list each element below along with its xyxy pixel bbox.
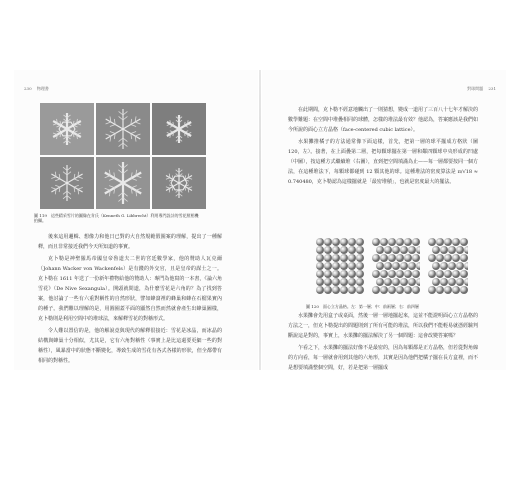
- snowflake-icon: [152, 103, 206, 155]
- sphere: [316, 254, 324, 262]
- sphere: [388, 286, 396, 294]
- sphere: [356, 254, 364, 262]
- sphere: [376, 262, 384, 270]
- snowflake-4-photo: [40, 157, 94, 209]
- sphere: [384, 262, 392, 270]
- sphere: [380, 254, 388, 262]
- sphere: [388, 254, 396, 262]
- sphere: [332, 246, 340, 254]
- sphere: [348, 254, 356, 262]
- sphere: [348, 270, 356, 278]
- sphere: [380, 286, 388, 294]
- sphere: [316, 286, 324, 294]
- snowflake-icon: [96, 157, 150, 209]
- caption-line-2: 拍攝。: [34, 218, 46, 223]
- left-paragraph: 後來這用邏輯、想像力和他日已對的大自然規範假圍案的理解，提出了一種解釋，而且非常接近我們今天所知道的事實。: [38, 234, 222, 250]
- sphere: [332, 286, 340, 294]
- sphere: [356, 278, 364, 286]
- sphere: [340, 254, 348, 262]
- left-head-title: 物理書: [36, 86, 49, 91]
- figure-119-caption: [34, 213, 224, 223]
- sphere: [340, 278, 348, 286]
- right-running-head: [467, 86, 500, 92]
- sphere: [448, 262, 456, 270]
- sphere: [436, 254, 444, 262]
- sphere: [356, 238, 364, 246]
- sphere: [356, 246, 364, 254]
- right-paragraph: 在此期間，克卜勒不經意地觸出了一則猜想，變成一道用了三百八十七年才解決的數學難題：在空間中堆疊相同的球體，怎樣的堆法最有效？他認為，答案應該是我們如今所說的面心立方晶格（face-centered cubic lattice）。: [288, 107, 479, 133]
- sphere: [428, 270, 436, 278]
- sphere: [332, 262, 340, 270]
- sphere: [340, 238, 348, 246]
- sphere: [432, 246, 440, 254]
- left-page-number: 230: [24, 86, 32, 91]
- sphere-packing-figure: [286, 238, 482, 300]
- sphere: [340, 286, 348, 294]
- snowflake-photo-grid: [40, 103, 206, 209]
- sphere: [332, 278, 340, 286]
- sphere: [412, 286, 420, 294]
- sphere: [324, 246, 332, 254]
- sphere: [412, 254, 420, 262]
- sphere: [464, 262, 468, 270]
- sphere: [348, 246, 356, 254]
- sphere: [324, 238, 332, 246]
- sphere: [400, 246, 408, 254]
- sphere: [348, 262, 356, 270]
- caption-line-1: 圖 119 這些精采雪片的圖像在肯氏（Kenneth G. Libbrecht）利用專門設計的雪花照相機: [34, 213, 199, 218]
- right-page-number: 231: [488, 86, 496, 91]
- sphere: [464, 278, 468, 286]
- sphere: [340, 246, 348, 254]
- sphere: [324, 262, 332, 270]
- sphere: [456, 262, 464, 270]
- left-paragraph: 克卜勒是神聖羅馬帝國皇帝魯道夫二世的宮廷數學家，他的贊助人瓦克爾（Johann Wacker von Wackenfels）是有錢的外交官，且是皇帝的謀士之一。克卜勒在 1611 年送了一份新年禮物給他的贊助人：專門為他寫的一本書，《論六角雪花》（De Nive Sexangula）。開頭就問道，為什麼雪花是六角的？為了找到答案，他討論了一些有六重對稱性的自然形狀，譬如蜂窩裡的蜂巢和蜂在石榴果實內的種子。我們難以理解的是，用圓圈蓋平面的顯然自然而然就會產生出蜂巢圖樣，克卜勒則是利用空間中的堆球法，來解釋雪花的對稱形式。: [38, 256, 222, 322]
- figure-120-caption: 圖 120 面心立方晶格。左：第一層；中：前兩層；右：前四層: [306, 304, 419, 309]
- density-formula: π/√18 ≈ 0.740480: [288, 169, 478, 185]
- sphere: [356, 262, 364, 270]
- sphere: [444, 238, 452, 246]
- sphere: [332, 254, 340, 262]
- sphere: [460, 238, 468, 246]
- sphere: [428, 238, 436, 246]
- sphere: [416, 278, 420, 286]
- sphere: [416, 246, 420, 254]
- sphere: [408, 246, 416, 254]
- sphere: [404, 238, 412, 246]
- sphere: [396, 286, 404, 294]
- right-body-text-bottom: [288, 311, 478, 375]
- sphere: [436, 286, 444, 294]
- sphere: [388, 270, 396, 278]
- sphere: [340, 262, 348, 270]
- book-gutter: [259, 70, 261, 370]
- packing-first-layer: [316, 238, 364, 298]
- sphere: [432, 262, 440, 270]
- packing-two-layers: [372, 238, 420, 298]
- sphere: [436, 238, 444, 246]
- sphere: [404, 286, 412, 294]
- sphere: [440, 262, 448, 270]
- sphere: [460, 270, 468, 278]
- sphere: [348, 278, 356, 286]
- right-paragraph: 乍看之下，水果攤的擺法好像不是最密的，因為每顆都是正方晶格，但若從對角線的方向看，每一層就會用到其他的六角形，其實是因為他們把橘子擺在長方盒裡，而不是想要填滿整個空間，好，若是把第一層擺成: [288, 345, 479, 371]
- snowflake-3-photo: [152, 103, 206, 155]
- sphere: [380, 270, 388, 278]
- sphere: [356, 286, 364, 294]
- sphere: [348, 286, 356, 294]
- sphere: [396, 254, 404, 262]
- sphere: [384, 246, 392, 254]
- sphere: [356, 270, 364, 278]
- snowflake-5-photo: [96, 157, 150, 209]
- sphere: [404, 254, 412, 262]
- sphere: [316, 278, 324, 286]
- sphere: [376, 246, 384, 254]
- sphere: [400, 278, 408, 286]
- sphere: [324, 254, 332, 262]
- snowflake-6-photo: [152, 157, 206, 209]
- sphere: [400, 262, 408, 270]
- snowflake-icon: [152, 157, 206, 209]
- sphere: [444, 254, 452, 262]
- sphere: [408, 278, 416, 286]
- sphere: [452, 254, 460, 262]
- right-body-text-top: [288, 105, 478, 189]
- sphere: [332, 270, 340, 278]
- sphere: [392, 278, 400, 286]
- snowflake-icon: [40, 157, 94, 209]
- right-paragraph: 水果攤會先用盒子或桌面，然後一層一層地擺起來，這並不能證明面心立方晶格的方法之一，但克卜勒提出的問題則到了所有可能的堆法，所以我們不能輕易就憑經驗判斷說這是對的，事實上，水果攤的擺法解決了另一個問題：這會改變答案嗎？: [288, 313, 479, 339]
- sphere: [412, 270, 420, 278]
- packing-four-layers: [428, 238, 468, 298]
- right-paragraph: [288, 137, 478, 187]
- sphere: [392, 246, 400, 254]
- sphere: [444, 286, 452, 294]
- sphere: [324, 270, 332, 278]
- sphere: [452, 286, 460, 294]
- sphere: [412, 238, 420, 246]
- snowflake-icon: [96, 103, 150, 155]
- sphere: [432, 278, 440, 286]
- sphere: [444, 270, 452, 278]
- sphere: [324, 286, 332, 294]
- sphere: [452, 270, 460, 278]
- snowflake-1-photo: [40, 103, 94, 155]
- sphere: [384, 278, 392, 286]
- sphere: [316, 270, 324, 278]
- sphere: [448, 246, 456, 254]
- sphere: [448, 278, 456, 286]
- sphere: [404, 270, 412, 278]
- sphere: [416, 262, 420, 270]
- sphere: [428, 286, 436, 294]
- right-head-title: 對球問題: [467, 86, 484, 91]
- sphere: [376, 278, 384, 286]
- formula-tail: ，克卜勒認為這樣擺就是「最密堆積」，也就是密度最大的擺法。: [311, 179, 455, 185]
- sphere: [428, 254, 436, 262]
- sphere: [452, 238, 460, 246]
- sphere: [316, 238, 324, 246]
- sphere: [316, 262, 324, 270]
- sphere: [460, 286, 468, 294]
- sphere: [408, 262, 416, 270]
- sphere: [440, 278, 448, 286]
- sphere: [436, 270, 444, 278]
- sphere: [348, 238, 356, 246]
- sphere: [372, 238, 380, 246]
- sphere: [440, 246, 448, 254]
- sphere: [372, 270, 380, 278]
- sphere: [456, 278, 464, 286]
- sphere: [396, 270, 404, 278]
- sphere: [396, 238, 404, 246]
- sphere: [464, 246, 468, 254]
- sphere: [372, 286, 380, 294]
- right-paragraph-text: 水果攤推橘子的方法通常像下面這樣，首先，把第一層的球平擺成方格狀（圖 120，左）。接著，在上面疊第二層，把每顆球擺在第一層和鄰四顆球中央形成的凹處（中圖），按這種方式繼續堆（右圖），直到把空間填滿為止——每一層都要按同一個方法，在這種堆法下，每顆球都碰到 12 顆其他的球。這種堆法的密度算法是: [288, 139, 479, 175]
- sphere: [388, 238, 396, 246]
- left-body-text: [38, 232, 222, 368]
- sphere: [332, 238, 340, 246]
- sphere: [456, 246, 464, 254]
- sphere: [340, 270, 348, 278]
- sphere: [392, 262, 400, 270]
- snowflake-2-photo: [96, 103, 150, 155]
- snowflake-icon: [40, 103, 94, 155]
- left-paragraph: 令人難以置信的是，他的解說竟與現代的解釋很接近：雪花是冰晶，而冰晶的結構與蜂巢十分相似，尤其是，它有六角對稱性（事實上是比這還要更細一些的對稱性），風暴當中的狀態不斷變化，導致生成的雪花有各式各樣的形狀，但全都帶有相同的對稱性。: [38, 328, 222, 364]
- sphere: [460, 254, 468, 262]
- sphere: [324, 278, 332, 286]
- sphere: [316, 246, 324, 254]
- sphere: [380, 238, 388, 246]
- left-running-head: [20, 86, 49, 92]
- sphere: [372, 254, 380, 262]
